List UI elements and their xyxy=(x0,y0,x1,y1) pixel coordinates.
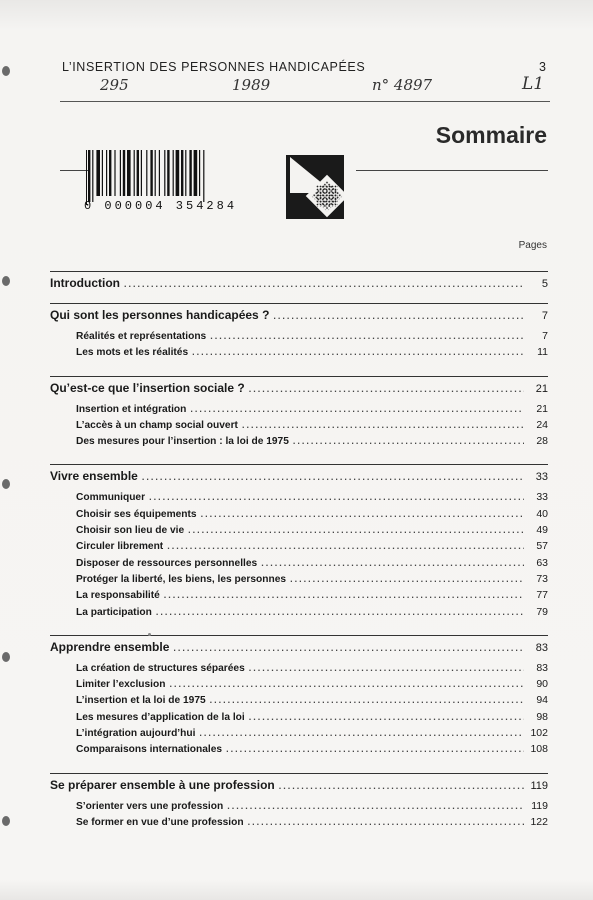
toc-page-number: 83 xyxy=(536,661,548,674)
dot-leader xyxy=(226,741,524,757)
toc-subsection-title: L’intégration aujourd’hui xyxy=(76,728,196,740)
toc-chapter[interactable] xyxy=(50,274,548,292)
toc-subsection-title: Limiter l’exclusion xyxy=(76,679,166,691)
barcode-bar xyxy=(146,150,147,196)
barcode-bar xyxy=(159,150,160,196)
toc-subsection-title: La création de structures séparées xyxy=(76,662,245,674)
toc-subsection-title: Protéger la liberté, les biens, les personnes xyxy=(76,573,287,585)
dot-leader xyxy=(210,328,524,344)
barcode-bar xyxy=(123,150,125,196)
toc-subsection[interactable] xyxy=(50,660,548,676)
barcode-bar xyxy=(199,150,200,196)
barcode-bar xyxy=(137,150,139,196)
toc-chapter-title: Introduction xyxy=(50,276,120,290)
table-of-contents xyxy=(50,271,548,830)
barcode-bar xyxy=(176,150,180,196)
toc-chapter-title: Qu’est-ce que l’insertion sociale ? xyxy=(50,380,245,395)
toc-subsection[interactable] xyxy=(50,604,548,620)
toc-subsection[interactable] xyxy=(50,417,548,433)
dot-leader xyxy=(199,725,524,741)
barcode-bar xyxy=(106,150,107,196)
handwritten-note: 295 xyxy=(100,76,129,94)
toc-subsection[interactable] xyxy=(50,522,548,538)
toc-page-number: 119 xyxy=(531,799,548,812)
handwritten-note: L1 xyxy=(522,74,545,94)
barcode-bar xyxy=(88,150,90,202)
barcode-bar xyxy=(189,150,191,196)
dot-leader xyxy=(156,604,524,620)
toc-page-number: 5 xyxy=(541,278,548,290)
toc-section xyxy=(50,271,548,292)
barcode-bar xyxy=(173,150,174,196)
dot-leader xyxy=(242,417,524,433)
barcode-bar xyxy=(155,150,156,196)
toc-subsection[interactable] xyxy=(50,725,548,741)
toc-subsection-title: Comparaisons internationales xyxy=(76,744,223,756)
toc-subsection-title: Choisir ses équipements xyxy=(76,508,197,520)
toc-chapter[interactable] xyxy=(50,379,548,397)
toc-page-number: 7 xyxy=(542,330,548,342)
toc-subsection[interactable] xyxy=(50,587,548,603)
toc-subsection[interactable] xyxy=(50,506,548,522)
punch-hole xyxy=(2,276,10,286)
publisher-logo xyxy=(286,155,344,219)
toc-page-number: 33 xyxy=(535,471,548,484)
toc-page-number: 7 xyxy=(541,310,548,322)
barcode-bar xyxy=(141,150,142,196)
toc-chapter-title: Qui sont les personnes handicapées ? xyxy=(50,308,270,322)
page-title: Sommaire xyxy=(435,122,547,148)
barcode-bar xyxy=(109,150,111,196)
toc-page-number: 24 xyxy=(536,418,548,431)
toc-page-number: 11 xyxy=(537,346,548,359)
punch-hole xyxy=(2,66,10,76)
toc-subsection-title: Les mesures d’application de la loi xyxy=(76,711,245,723)
toc-chapter-title: Se préparer ensemble à une profession xyxy=(50,777,275,792)
toc-subsection-title: L’insertion et la loi de 1975 xyxy=(76,695,206,707)
dot-leader xyxy=(279,777,524,794)
title-rule xyxy=(356,170,548,171)
toc-chapter[interactable] xyxy=(50,776,548,794)
toc-page-number: 102 xyxy=(530,727,548,740)
toc-subsection[interactable] xyxy=(50,328,548,344)
barcode-bar xyxy=(194,150,198,196)
toc-subsection-title: Disposer de ressources personnelles xyxy=(76,557,258,569)
dot-leader xyxy=(169,676,524,692)
barcode-bar xyxy=(92,150,93,202)
toc-subsection[interactable] xyxy=(50,692,548,708)
running-header-title: L’INSERTION DES PERSONNES HANDICAPÉES xyxy=(62,60,366,74)
toc-subsection-title: Réalités et représentations xyxy=(76,331,207,342)
toc-chapter[interactable] xyxy=(50,306,548,324)
toc-subsection-title: S’orienter vers une profession xyxy=(76,800,224,812)
dot-leader xyxy=(164,587,524,603)
toc-page-number: 77 xyxy=(536,589,548,602)
barcode-bar xyxy=(203,150,204,202)
handwritten-note: 1989 xyxy=(232,76,271,94)
toc-subsection-title: L’accès à un champ social ouvert xyxy=(76,419,238,431)
toc-chapter-title: Vivre ensemble xyxy=(50,469,138,484)
toc-subsection-title: Les mots et les réalités xyxy=(76,347,189,359)
dot-leader xyxy=(192,344,524,360)
punch-hole xyxy=(2,479,10,489)
toc-page-number: 21 xyxy=(536,402,548,415)
punch-hole xyxy=(2,816,10,826)
toc-subsection-title: Choisir son lieu de vie xyxy=(76,525,185,537)
toc-subsection[interactable] xyxy=(50,538,548,554)
punch-hole xyxy=(2,652,10,662)
dot-leader xyxy=(188,522,524,538)
toc-section xyxy=(50,635,548,758)
dot-leader xyxy=(149,489,524,505)
dot-leader xyxy=(249,380,524,397)
toc-subsection-title: La participation xyxy=(76,606,152,618)
dot-leader xyxy=(124,275,524,292)
toc-subsection[interactable] xyxy=(50,571,548,587)
toc-subsection-title: Circuler librement xyxy=(76,541,164,553)
toc-subsection[interactable] xyxy=(50,709,548,725)
toc-page-number: 79 xyxy=(536,605,548,618)
toc-page-number: 40 xyxy=(536,507,548,520)
toc-subsection[interactable] xyxy=(50,555,548,571)
dot-leader xyxy=(293,433,524,449)
toc-page-number: 33 xyxy=(536,491,548,504)
dot-leader xyxy=(273,307,524,324)
toc-subsection-title: Insertion et intégration xyxy=(76,403,187,415)
page-number: 3 xyxy=(539,60,546,74)
barcode-bar xyxy=(96,150,100,196)
toc-subsection[interactable] xyxy=(50,433,548,449)
pages-column-label: Pages xyxy=(518,240,547,251)
toc-chapter-title: Apprendre ensemble xyxy=(50,639,170,654)
toc-subsection[interactable] xyxy=(50,676,548,692)
toc-page-number: 108 xyxy=(530,743,548,756)
toc-page-number: 57 xyxy=(536,540,548,553)
toc-page-number: 73 xyxy=(536,572,548,585)
toc-chapter[interactable] xyxy=(50,467,548,485)
barcode-bar xyxy=(181,150,183,196)
toc-subsection[interactable] xyxy=(50,489,548,505)
dot-leader xyxy=(190,401,524,417)
toc-page-number: 28 xyxy=(536,435,548,448)
barcode-guard xyxy=(86,150,87,205)
dot-leader xyxy=(249,709,524,725)
dot-leader xyxy=(249,660,524,676)
dot-leader xyxy=(248,814,524,830)
toc-subsection-title: Se former en vue d’une profession xyxy=(76,816,244,828)
barcode-number: 0 000004 354284 xyxy=(84,199,238,213)
toc-subsection-title: Des mesures pour l’insertion : la loi de 1975 xyxy=(76,436,289,448)
barcode-bar xyxy=(150,150,152,196)
toc-section xyxy=(50,464,548,619)
barcode-bar xyxy=(114,150,115,196)
toc-section xyxy=(50,773,548,831)
barcode-bar xyxy=(127,150,131,196)
dot-leader xyxy=(210,692,524,708)
dot-leader xyxy=(142,468,524,485)
toc-subsection[interactable] xyxy=(50,401,548,417)
toc-page-number: 90 xyxy=(536,678,548,691)
toc-subsection[interactable] xyxy=(50,814,548,830)
toc-subsection[interactable] xyxy=(50,798,548,814)
toc-subsection[interactable] xyxy=(50,344,548,360)
dot-leader xyxy=(261,555,524,571)
barcode-bar xyxy=(164,150,165,196)
toc-page-number: 119 xyxy=(530,779,548,792)
dot-leader xyxy=(167,538,524,554)
toc-page-number: 122 xyxy=(530,815,548,828)
toc-page-number: 83 xyxy=(535,641,548,654)
toc-page-number: 63 xyxy=(536,556,548,569)
barcode-bar xyxy=(134,150,135,196)
toc-page-number: 94 xyxy=(536,694,548,707)
dot-leader xyxy=(227,798,524,814)
toc-chapter[interactable] xyxy=(50,638,548,656)
barcode-bar xyxy=(167,150,169,196)
barcode-bar xyxy=(102,150,103,196)
toc-subsection-title: Communiquer xyxy=(76,492,146,504)
toc-section xyxy=(50,303,548,361)
dot-leader xyxy=(173,639,524,656)
toc-subsection-title: La responsabilité xyxy=(76,590,160,602)
barcode-bar xyxy=(185,150,186,196)
barcode-bar xyxy=(120,150,121,196)
header-rule xyxy=(60,101,550,102)
handwritten-note: n° 4897 xyxy=(372,76,433,94)
toc-page-number: 49 xyxy=(536,524,548,537)
toc-section xyxy=(50,376,548,450)
toc-subsection[interactable] xyxy=(50,741,548,757)
dot-leader xyxy=(290,571,524,587)
toc-page-number: 21 xyxy=(535,382,548,395)
toc-page-number: 98 xyxy=(536,710,548,723)
scan-speck xyxy=(148,633,151,636)
dot-leader xyxy=(201,506,524,522)
